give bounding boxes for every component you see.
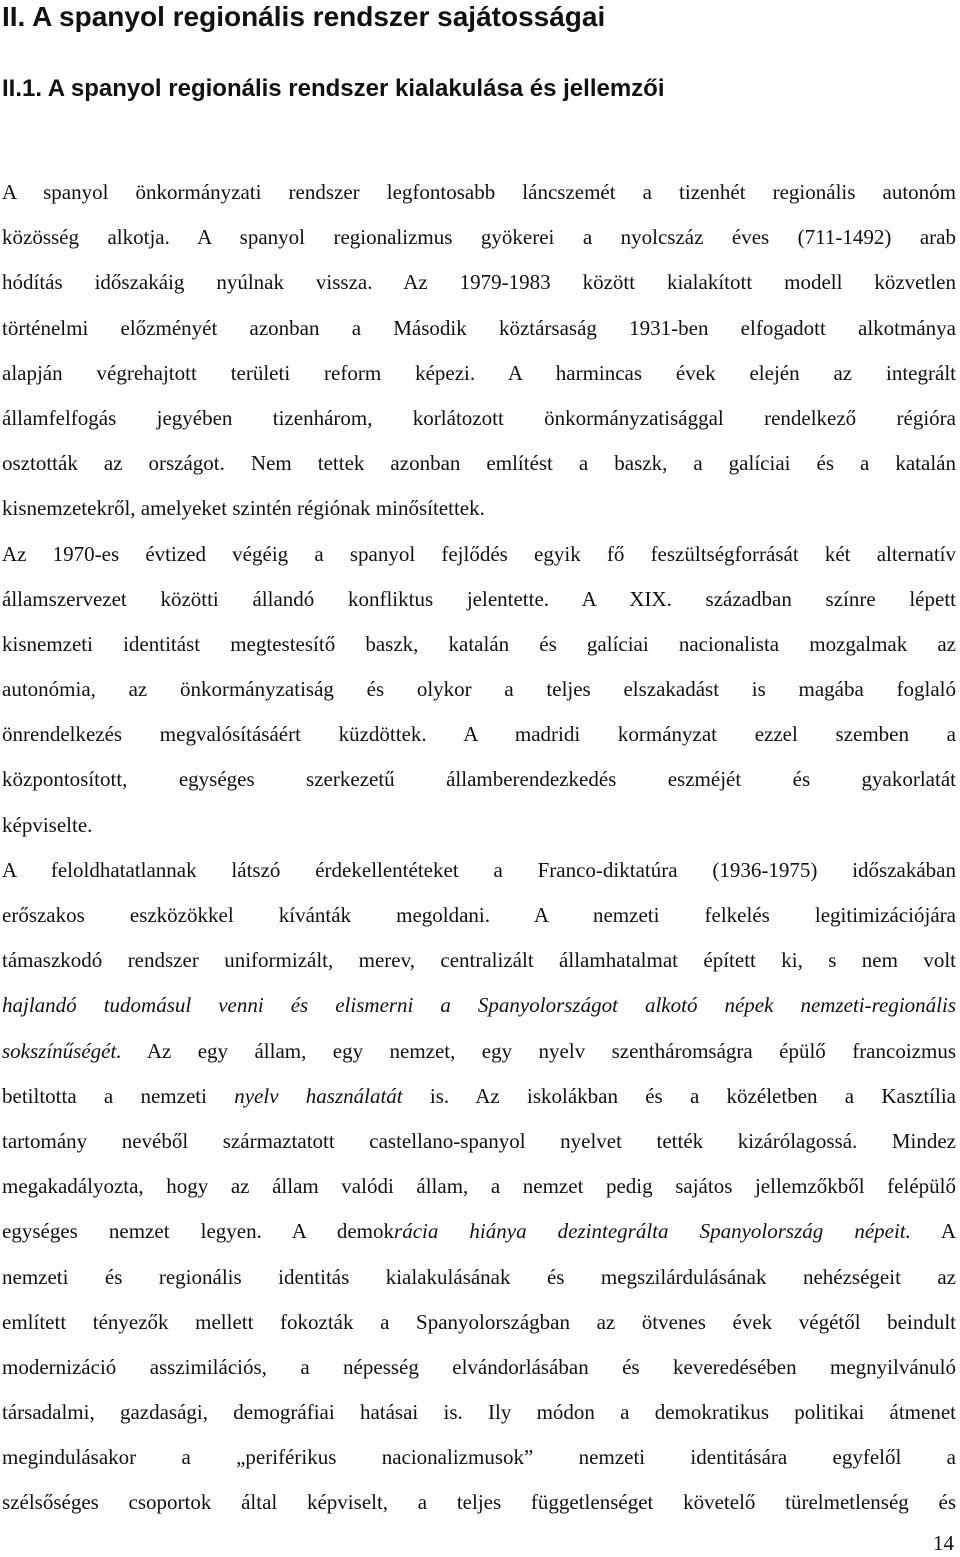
text-line <box>2 848 956 893</box>
text-run: támaszkodó rendszer uniformizált, merev, centralizált államhatalmat épített ki, s nem volt <box>2 948 956 973</box>
text-line <box>2 757 956 802</box>
text-line <box>2 893 956 938</box>
text-run: A feloldhatatlannak látszó érdekellentéteket a Franco-diktatúra (1936-1975) időszakában <box>2 857 956 882</box>
text-line <box>2 351 956 396</box>
section-heading: II.1. A spanyol regionális rendszer kialakulása és jellemzői <box>2 75 665 102</box>
text-run: nemzeti és regionális identitás kialakulásának és megszilárdulásának nehézségeit az <box>2 1264 956 1289</box>
text-line <box>2 396 956 441</box>
text-run: történelmi előzményét azonban a Második köztársaság 1931-ben elfogadott alkotmánya <box>2 315 956 340</box>
text-line <box>2 803 956 848</box>
text-run: betiltotta a nemzeti <box>2 1083 235 1108</box>
text-run: központosított, egységes szerkezetű államberendezkedés eszméjét és gyakorlatát <box>2 767 956 792</box>
text-run: önrendelkezés megvalósításáért küzdöttek. A madridi kormányzat ezzel szemben a <box>2 722 956 747</box>
text-run: megakadályozta, hogy az állam valódi állam, a nemzet pedig sajátos jellemzőkből felépülő <box>2 1174 956 1199</box>
text-run: A spanyol önkormányzati rendszer legfontosabb láncszemét a tizenhét regionális autonóm <box>2 180 956 204</box>
italic-text: sokszínűségét. <box>2 1038 122 1063</box>
text-line <box>2 1390 956 1435</box>
italic-text: rácia hiánya dezintegrálta Spanyolország népeit. <box>394 1219 911 1244</box>
paragraph <box>2 170 956 532</box>
text-run: említett tényezők mellett fokozták a Spanyolországban az ötvenes évek végétől beindult <box>2 1309 956 1334</box>
text-run: egységes nemzet legyen. A demok <box>2 1219 395 1244</box>
text-run: megindulásakor a „periférikus nacionalizmusok” nemzeti identitására egyfelől a <box>2 1445 956 1470</box>
text-line <box>2 712 956 757</box>
text-line <box>2 622 956 667</box>
text-line <box>2 1480 956 1525</box>
text-line <box>2 260 956 305</box>
text-line <box>2 1119 956 1164</box>
text-run: A <box>910 1219 956 1244</box>
text-run: államfelfogás jegyében tizenhárom, korlátozott önkormányzatisággal rendelkező régióra <box>2 405 956 430</box>
paragraph <box>2 848 956 1526</box>
text-run: kisnemzeti identitást megtestesítő baszk, katalán és galíciai nacionalista mozgalmak az <box>2 631 956 656</box>
text-run: társadalmi, gazdasági, demográfiai hatásai is. Ily módon a demokratikus politikai átmenet <box>2 1400 956 1425</box>
text-run: erőszakos eszközökkel kívánták megoldani. A nemzeti felkelés legitimizációjára <box>2 903 956 927</box>
text-run: alapján végrehajtott területi reform képezi. A harmincas évek elején az integrált <box>2 360 956 385</box>
chapter-heading: II. A spanyol regionális rendszer sajátosságai <box>2 1 606 32</box>
body-text <box>2 170 956 1526</box>
text-run: hódítás időszakáig nyúlnak vissza. Az 1979-1983 között kialakított modell közvetlen <box>2 270 956 295</box>
text-line <box>2 532 956 577</box>
text-run: autonómia, az önkormányzatiság és olykor a teljes elszakadást is magába foglaló <box>2 677 956 702</box>
text-line <box>2 577 956 622</box>
text-run: közösség alkotja. A spanyol regionalizmus gyökerei a nyolcszáz éves (711-1492) arab <box>2 225 956 250</box>
text-line <box>2 1345 956 1390</box>
text-line <box>2 1255 956 1300</box>
text-line <box>2 667 956 712</box>
paragraph <box>2 532 956 848</box>
text-run: kisnemzetekről, amelyeket szintén régiónak minősítettek. <box>2 496 485 521</box>
text-run: modernizáció asszimilációs, a népesség elvándorlásában és keveredésében megnyilvánuló <box>2 1354 956 1379</box>
text-line <box>2 983 956 1028</box>
text-run: osztották az országot. Nem tettek azonban említést a baszk, a galíciai és a katalán <box>2 451 956 476</box>
text-line <box>2 1074 956 1119</box>
text-line <box>2 441 956 486</box>
text-line <box>2 1300 956 1345</box>
text-run: tartomány nevéből származtatott castellano-spanyol nyelvet tették kizárólagossá. Mindez <box>2 1128 956 1153</box>
text-line <box>2 1029 956 1074</box>
text-line <box>2 1164 956 1209</box>
text-run: Az 1970-es évtized végéig a spanyol fejlődés egyik fő feszültségforrását két alternatív <box>2 541 956 566</box>
text-line <box>2 938 956 983</box>
text-line <box>2 215 956 260</box>
text-run: képviselte. <box>2 812 93 837</box>
italic-text: nyelv használatát <box>234 1083 403 1108</box>
text-run: is. Az iskolákban és a közéletben a Kasztília <box>402 1083 956 1108</box>
page-number: 14 <box>933 1531 954 1555</box>
italic-text: hajlandó tudomásul venni és elismerni a Spanyolországot alkotó népek nemzeti-regionális <box>2 993 956 1018</box>
text-line <box>2 306 956 351</box>
text-run: Az egy állam, egy nemzet, egy nyelv szentháromságra épülő francoizmus <box>121 1038 956 1063</box>
text-line <box>2 1435 956 1480</box>
text-line <box>2 170 956 215</box>
text-line <box>2 486 956 531</box>
text-line <box>2 1209 956 1254</box>
text-run: szélsőséges csoportok által képviselt, a teljes függetlenséget követelő türelmetlenség és <box>2 1490 956 1515</box>
text-run: államszervezet közötti állandó konfliktus jelentette. A XIX. században színre lépett <box>2 586 956 611</box>
